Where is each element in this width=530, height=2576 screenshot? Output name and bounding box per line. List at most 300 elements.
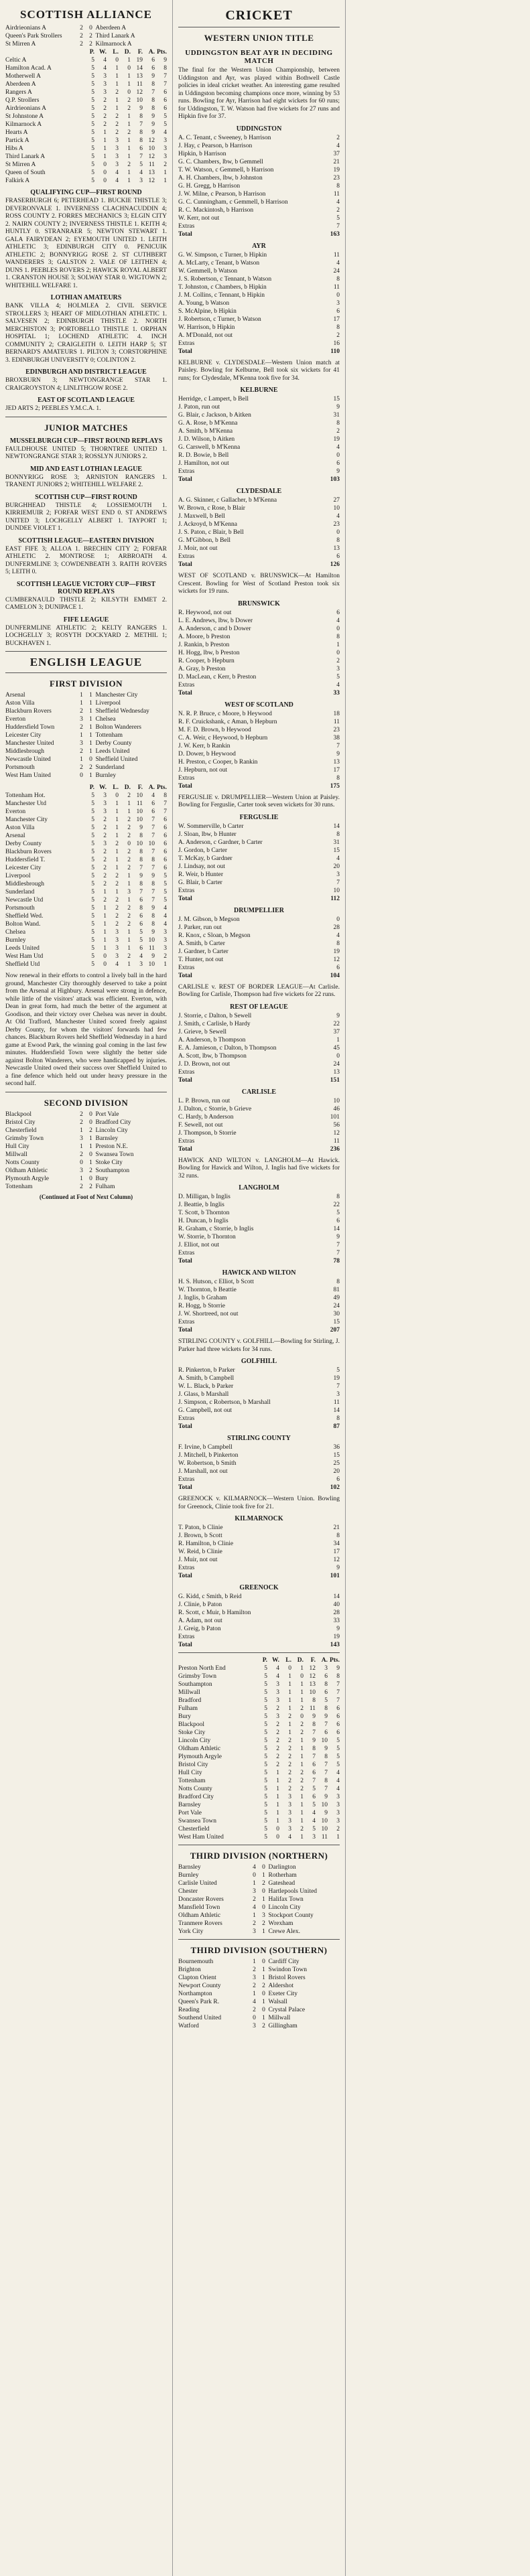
table-cell: 4	[163, 913, 167, 920]
runs: 4	[336, 513, 340, 520]
team-name: Celtic A	[5, 57, 27, 64]
table-cell: 1	[115, 808, 119, 815]
table-cell: 2	[127, 833, 131, 839]
batsman-row	[178, 1633, 340, 1641]
runs: 0	[336, 529, 340, 536]
table-cell: 2	[300, 1729, 304, 1736]
home-score: 2	[80, 748, 83, 755]
header-blank	[5, 784, 82, 792]
batsman-row	[178, 822, 340, 831]
table-cell: 6	[336, 1713, 340, 1720]
sc-title: SCOTTISH CUP—FIRST ROUND	[35, 493, 137, 501]
table-cell: 8	[324, 1778, 328, 1784]
table-cell: 5	[91, 145, 94, 152]
runs: 7	[336, 1383, 340, 1390]
runs: 8	[336, 420, 340, 427]
runs: 1	[336, 641, 340, 648]
runs: 30	[333, 1311, 340, 1317]
runs: 19	[333, 948, 340, 955]
table-cell: 1	[103, 145, 107, 152]
home-score: 2	[80, 1111, 83, 1118]
table-cell: 1	[103, 905, 107, 912]
table-cell: 6	[139, 145, 143, 152]
batsman-row	[178, 427, 340, 435]
table-cell: 2	[115, 881, 119, 887]
table-cell: 3	[288, 1810, 291, 1816]
batsman: J. W. Shortreed, not out	[178, 1311, 239, 1317]
table-cell: 3	[127, 889, 131, 896]
table-cell: 1	[300, 1745, 304, 1752]
table-cell: 1	[103, 153, 107, 160]
team-name: Aberdeen A	[5, 81, 36, 88]
team-name: Millwall	[178, 1689, 200, 1696]
table-cell: 6	[151, 808, 155, 815]
table-cell: 1	[276, 1810, 279, 1816]
eos-text: JED ARTS 2; PEEBLES Y.M.C.A. 1.	[5, 405, 101, 412]
home-score: 2	[80, 724, 83, 731]
table-cell: 3	[336, 1802, 340, 1808]
table-cell: 5	[264, 1754, 267, 1760]
table-cell: 2	[163, 953, 167, 960]
batsman: J. Smith, c Carlisle, b Hardy	[178, 1020, 251, 1027]
table-cell: 11	[136, 81, 143, 88]
table-cell: 1	[300, 1794, 304, 1800]
table-cell: 3	[115, 937, 119, 944]
batsman: Extras	[178, 1476, 195, 1483]
team-name: Oldham Athletic	[178, 1745, 221, 1752]
batsman: Hipkin, b Harrison	[178, 150, 226, 157]
result-row	[5, 1127, 167, 1135]
ferguslie-head: FERGUSLIE v. DRUMPELLIER—Western Union at Paisley. Bowling for Ferguslie, Carter took seven wickets for 30 runs.	[178, 794, 340, 808]
table-cell: 7	[163, 81, 167, 88]
runs: 19	[333, 1375, 340, 1382]
table-cell: 2	[115, 121, 119, 128]
batsman-row	[178, 665, 340, 673]
table-cell: 1	[288, 1729, 291, 1736]
table-cell: 7	[139, 889, 143, 896]
away-team: Darlington	[268, 1864, 296, 1871]
home-team: Burnley	[178, 1872, 199, 1879]
uddingston-title: UDDINGSTON	[236, 125, 282, 133]
away-team: Manchester City	[95, 692, 138, 699]
table-row	[178, 1777, 340, 1785]
team-name: Grimsby Town	[178, 1673, 216, 1680]
batsman-row	[178, 1468, 340, 1476]
home-team: Brighton	[178, 1966, 201, 1973]
batsman: Total	[178, 1573, 192, 1579]
batsman: J. Brown, b Scott	[178, 1532, 222, 1539]
batsman-row	[178, 1556, 340, 1564]
runs: 24	[333, 1303, 340, 1309]
runs: 9	[336, 750, 340, 758]
batsman-row	[178, 1593, 340, 1601]
ferguslie-title: FERGUSLIE	[239, 813, 279, 821]
table-row	[5, 96, 167, 104]
table-cell: 3	[336, 1794, 340, 1800]
table-cell: 6	[139, 945, 143, 952]
batsman-row	[178, 1540, 340, 1548]
table-cell: 5	[139, 929, 143, 936]
table-cell: 11	[136, 800, 143, 807]
batsman: J. Moir, not out	[178, 545, 218, 552]
away-score: 1	[89, 692, 92, 699]
batsman: R. Cooper, b Hepburn	[178, 657, 235, 664]
batsman: J. Dalton, c Storrie, b Grieve	[178, 1105, 252, 1113]
team-name: Blackpool	[178, 1721, 205, 1728]
away-score: 1	[89, 1143, 92, 1150]
batsman-row	[178, 710, 340, 718]
eos-title: EAST OF SCOTLAND LEAGUE	[38, 397, 135, 404]
away-score: 1	[89, 732, 92, 739]
runs: 45	[333, 1044, 340, 1052]
batsman-row	[178, 545, 340, 553]
table-cell: 1	[127, 800, 131, 807]
batsman-row	[178, 443, 340, 451]
cricket-title: CRICKET	[225, 8, 293, 23]
table-row	[5, 808, 167, 816]
result-row	[5, 1143, 167, 1151]
batsman: A. McLarty, c Tenant, b Watson	[178, 259, 260, 267]
result-row	[178, 1879, 340, 1887]
table-row	[178, 1785, 340, 1793]
table-cell: 9	[312, 1737, 316, 1744]
table-cell: 5	[91, 113, 94, 120]
home-team: Newport County	[178, 1983, 221, 1989]
runs: 3	[336, 299, 340, 307]
table-cell: 3	[115, 945, 119, 952]
batsman: T. W. Watson, c Gemmell, b Harrison	[178, 166, 274, 173]
table-cell: 5	[163, 889, 167, 896]
table-cell: 4	[288, 1834, 291, 1841]
home-score: 2	[80, 1151, 83, 1158]
batsman-row	[178, 222, 340, 230]
away-score: 1	[262, 1928, 265, 1935]
batsman: R. Heywood, not out	[178, 609, 232, 616]
table-cell: 11	[148, 161, 155, 168]
table-cell: 9	[151, 929, 155, 936]
batsman: A. Anderson, c and b Dower	[178, 625, 251, 632]
lothian-text: BANK VILLA 4; HOLMLEA 2. CIVIL SERVICE STROLLERS 3; HEART OF MIDLOTHIAN ATHLETIC 1. SALVESEN 2; EDINBURGH THISTLE 2. NORTH MERCHISTON 3; PORTOBELLO THISTLE 1. ORPHAN HOSPITAL 1; LOCHEND ATHLETIC 4. INCH COMMUNITY 2; CRAIGLEITH 0. LEITH HARP 5; ST BERNARD'S AMATEURS 1. PILTON 3; CORSTORPHINE 3. EDINBURGH UNIVERSITY 0; COLINTON 2.	[5, 303, 167, 364]
home-score: 1	[253, 1912, 256, 1919]
batsman: A. H. Chambers, lbw, b Johnston	[178, 174, 263, 182]
table-cell: 1	[115, 833, 119, 839]
table-cell: 5	[91, 921, 94, 928]
table-cell: 4	[139, 169, 143, 176]
batsman: T. McKay, b Gardner	[178, 855, 233, 862]
divider	[5, 651, 167, 652]
runs: 4	[336, 617, 340, 624]
away-team: Exeter City	[268, 1991, 298, 1997]
table-cell: 9	[163, 57, 167, 64]
batsman: G. W. Simpson, c Turner, b Hipkin	[178, 251, 267, 259]
header-cell: Pts.	[156, 49, 167, 56]
table-cell: 5	[264, 1834, 267, 1841]
result-row	[5, 756, 167, 764]
batsman-row	[178, 411, 340, 419]
table-row	[178, 1664, 340, 1672]
team-name: Bradford City	[178, 1794, 214, 1800]
batsman: W. Kerr, not out	[178, 214, 220, 222]
runs: 14	[333, 1407, 340, 1414]
runs: 8	[336, 774, 340, 782]
away-team: Sheffield United	[95, 756, 138, 763]
home-team: Millwall	[5, 1151, 27, 1158]
away-score: 1	[89, 700, 92, 707]
batsman: Extras	[178, 964, 195, 971]
home-team: Hull City	[5, 1143, 29, 1150]
table-cell: 10	[136, 97, 143, 104]
table-cell: 1	[115, 889, 119, 896]
table-cell: 6	[163, 97, 167, 104]
batsman: T. Johnston, c Chambers, b Hipkin	[178, 283, 267, 291]
runs: 7	[336, 1250, 340, 1257]
divider	[178, 1939, 340, 1940]
table-cell: 5	[91, 865, 94, 871]
result-row	[178, 1974, 340, 1982]
table-cell: 5	[163, 897, 167, 904]
home-score: 2	[253, 2007, 256, 2013]
continued-note: (Continued at Foot of Next Column)	[39, 1193, 133, 1200]
table-cell: 2	[300, 1778, 304, 1784]
batsman: J. Storrie, c Dalton, b Sewell	[178, 1012, 252, 1019]
table-cell: 3	[288, 1794, 291, 1800]
table-cell: 5	[139, 937, 143, 944]
table-cell: 2	[288, 1770, 291, 1776]
table-cell: 7	[312, 1778, 316, 1784]
table-cell: 1	[288, 1673, 291, 1680]
table-cell: 8	[324, 1754, 328, 1760]
batsman: A. C. Tenant, c Sweeney, b Harrison	[178, 134, 271, 141]
table-cell: 4	[103, 65, 107, 72]
table-cell: 7	[151, 89, 155, 96]
table-cell: 1	[127, 937, 131, 944]
batsman: Total	[178, 782, 192, 790]
batsman-row	[178, 1310, 340, 1318]
home-score: 4	[253, 1904, 256, 1911]
golfhill-title: GOLFHILL	[241, 1358, 277, 1365]
table-cell: 5	[91, 808, 94, 815]
english-league-title: ENGLISH LEAGUE	[29, 656, 143, 668]
table-cell: 6	[139, 913, 143, 920]
batsman-row	[178, 1302, 340, 1310]
table-cell: 2	[288, 1713, 291, 1720]
batsman-row	[178, 734, 340, 742]
batsman: T. Scott, b Thornton	[178, 1210, 230, 1216]
home-score: 3	[253, 1888, 256, 1895]
table-cell: 5	[91, 816, 94, 823]
batsman-row	[178, 340, 340, 348]
table-row	[178, 1809, 340, 1817]
batsman-row	[178, 1423, 340, 1431]
table-cell: 6	[163, 825, 167, 831]
runs: 33	[333, 1618, 340, 1624]
runs: 0	[336, 452, 340, 459]
batsman-row	[178, 174, 340, 182]
team-name: Third Lanark A	[5, 153, 46, 160]
home-team: Carlisle United	[178, 1880, 217, 1887]
batsman: W. L. Black, b Parker	[178, 1383, 234, 1390]
table-row	[5, 56, 167, 64]
table-cell: 7	[139, 865, 143, 871]
batsman-row	[178, 1390, 340, 1399]
team-name: Sheffield Wed.	[5, 913, 44, 920]
table-cell: 9	[151, 873, 155, 879]
away-team: Port Vale	[95, 1111, 119, 1118]
batsman: A. Moore, b Preston	[178, 633, 230, 640]
table-cell: 5	[324, 1697, 328, 1704]
table-cell: 2	[127, 921, 131, 928]
batsman-row	[178, 299, 340, 307]
batsman-row	[178, 839, 340, 847]
batsman-row	[178, 536, 340, 545]
batsman-row	[178, 1028, 340, 1036]
batsman: J. Paton, run out	[178, 404, 220, 411]
table-cell: 2	[276, 1721, 279, 1728]
batsman-row	[178, 1459, 340, 1468]
batsman-row	[178, 1399, 340, 1407]
batsman: J. Hamilton, not out	[178, 460, 229, 467]
table-cell: 2	[103, 873, 107, 879]
table-cell: 4	[115, 177, 119, 184]
table-cell: 2	[115, 113, 119, 120]
runs: 87	[333, 1423, 340, 1430]
result-row	[5, 1111, 167, 1119]
table-cell: 5	[264, 1770, 267, 1776]
table-cell: 6	[312, 1794, 316, 1800]
third-s-title: THIRD DIVISION (SOUTHERN)	[190, 1945, 328, 1955]
table-cell: 5	[91, 873, 94, 879]
runs: 21	[333, 1524, 340, 1531]
away-score: 0	[262, 1991, 265, 1997]
hw-scorecard	[178, 1278, 340, 1334]
batsman-row	[178, 1415, 340, 1423]
home-team: Everton	[5, 716, 26, 723]
runs: 5	[336, 673, 340, 681]
table-cell: 1	[127, 81, 131, 88]
table-row	[178, 1769, 340, 1777]
table-cell: 8	[163, 65, 167, 72]
table-cell: 0	[103, 961, 107, 968]
third-south-results	[178, 1958, 340, 2030]
table-cell: 1	[127, 961, 131, 968]
table-cell: 5	[91, 897, 94, 904]
away-score: 1	[262, 1872, 265, 1879]
batsman: J. Gordon, b Carter	[178, 847, 228, 854]
table-cell: 2	[276, 1754, 279, 1760]
batsman: R. F. Cruickshank, c Aman, b Hepburn	[178, 718, 277, 725]
batsman: R. Graham, c Storrie, b Inglis	[178, 1226, 254, 1232]
table-row	[178, 1689, 340, 1697]
batsman-row	[178, 198, 340, 206]
table-row	[178, 1817, 340, 1825]
runs: 101	[330, 1573, 340, 1579]
table-cell: 10	[321, 1826, 328, 1833]
away-team: Swindon Town	[268, 1966, 307, 1973]
home-team: Huddersfield Town	[5, 724, 55, 731]
table-cell: 5	[91, 161, 94, 168]
victory-title: SCOTTISH LEAGUE VICTORY CUP—FIRST ROUND REPLAYS	[16, 580, 155, 595]
table-cell: 1	[103, 137, 107, 144]
runs: 175	[330, 782, 340, 790]
batsman: Total	[178, 476, 192, 483]
runs: 31	[333, 839, 340, 846]
away-score: 1	[89, 1159, 92, 1166]
runs: 8	[336, 275, 340, 283]
table-cell: 14	[136, 65, 143, 72]
runs: 12	[333, 1557, 340, 1563]
table-cell: 8	[312, 1721, 316, 1728]
table-cell: 1	[288, 1689, 291, 1696]
runs: 28	[333, 924, 340, 931]
batsman-row	[178, 1564, 340, 1572]
table-cell: 8	[312, 1697, 316, 1704]
batsman: Total	[178, 895, 192, 902]
home-team: Mansfield Town	[178, 1904, 220, 1911]
table-cell: 7	[151, 825, 155, 831]
team-name: Falkirk A	[5, 177, 30, 184]
table-cell: 1	[103, 921, 107, 928]
batsman: T. Paton, b Clinie	[178, 1524, 223, 1531]
batsman-row	[178, 1443, 340, 1451]
table-cell: 2	[276, 1729, 279, 1736]
away-score: 2	[262, 2023, 265, 2029]
fife-title: FIFE LEAGUE	[63, 616, 109, 624]
table-cell: 4	[163, 905, 167, 912]
table-cell: 5	[91, 153, 94, 160]
runs: 37	[333, 1028, 340, 1035]
away-score: 0	[262, 1864, 265, 1871]
table-cell: 5	[91, 792, 94, 799]
ayr-title: AYR	[252, 242, 266, 250]
batsman: Extras	[178, 1137, 195, 1145]
home-team: West Ham United	[5, 772, 51, 779]
team-name: Barnsley	[178, 1802, 201, 1808]
batsman-row	[178, 932, 340, 940]
batsman: D. Milligan, b Inglis	[178, 1194, 230, 1200]
batsman-row	[178, 887, 340, 895]
batsman-row	[178, 291, 340, 299]
table-cell: 4	[312, 1818, 316, 1824]
team-name: Partick A	[5, 137, 29, 144]
team-name: Swansea Town	[178, 1818, 216, 1824]
table-cell: 2	[127, 913, 131, 920]
batsman-row	[178, 496, 340, 504]
table-cell: 0	[127, 841, 131, 847]
home-team: Grimsby Town	[5, 1135, 44, 1142]
batsman: A. M'Donald, not out	[178, 332, 233, 339]
table-cell: 1	[115, 81, 119, 88]
batsman-row	[178, 1484, 340, 1492]
table-cell: 8	[151, 857, 155, 863]
table-cell: 1	[103, 889, 107, 896]
batsman: L. P. Brown, run out	[178, 1097, 230, 1104]
away-team: Aberdeen A	[95, 25, 127, 31]
result-row	[178, 1904, 340, 1912]
greenock-title: GREENOCK	[239, 1584, 279, 1591]
divider	[5, 672, 167, 673]
batsman: R. Weir, b Hunter	[178, 871, 224, 878]
runs: 6	[336, 1476, 340, 1483]
away-score: 1	[262, 1999, 265, 2005]
batsman: E. A. Jamieson, c Dalton, b Thompson	[178, 1044, 277, 1052]
runs: 8	[336, 831, 340, 838]
batsman: Extras	[178, 1634, 195, 1640]
table-cell: 9	[151, 905, 155, 912]
table-cell: 9	[151, 129, 155, 136]
team-name: Hearts A	[5, 129, 28, 136]
table-cell: 2	[276, 1737, 279, 1744]
batsman: F. Irvine, b Campbell	[178, 1444, 233, 1451]
